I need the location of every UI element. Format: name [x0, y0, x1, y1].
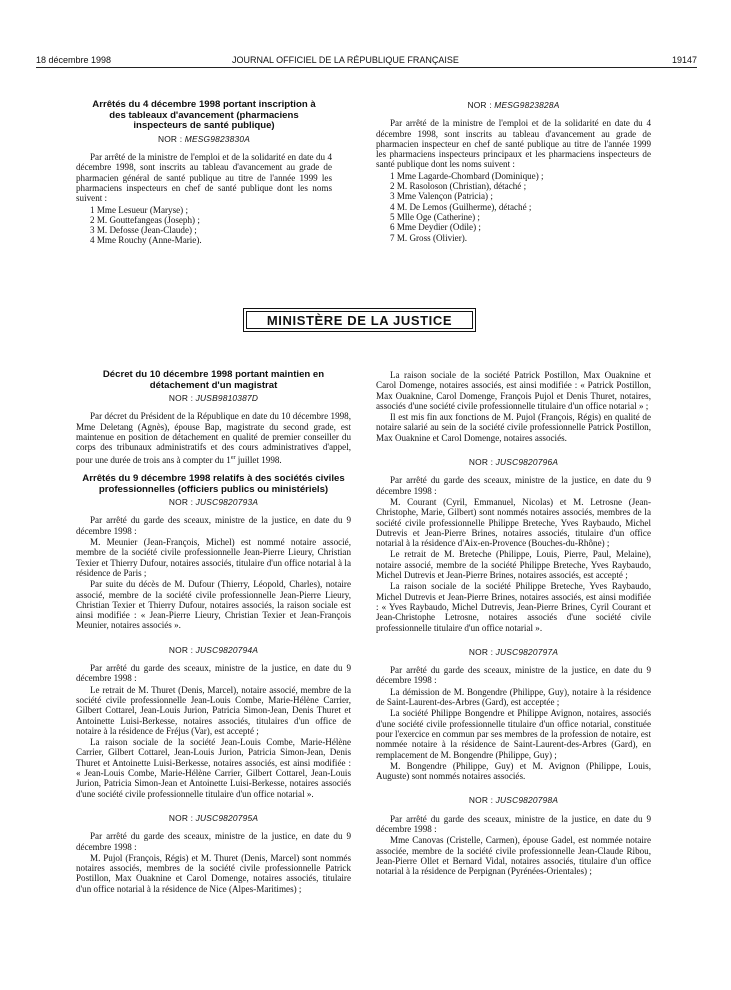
nor-reference: NOR : JUSC9820795A	[168, 812, 259, 823]
article-paragraph: La raison sociale de la société Philippe Breteche, Yves Raybaudo, Michel Dutrevis et Jean-Pierre Brines, notaires associés, est ainsi modifiée : « Yves Raybaudo, Michel Dutrevis, Jean-Pierre Brines, Cyril Courant et Jean-Christophe Letrosne, notaires associés d'une société civile professionnelle titulaire d'un office notarial ».	[376, 581, 651, 633]
decree-paragraph: Par décret du Président de la République en date du 10 décembre 1998, Mme Deletang (Agnès), épouse Bap, magistrate du second grade, est maintenue en position de détachement en qualité de premier conseiller du corps des tribunaux administratifs et des cours administratives d'appel, pour une durée de trois ans à compter du 1er juillet 1998.	[76, 411, 351, 465]
article-paragraph: Par arrêté de la ministre de l'emploi et de la solidarité en date du 4 décembre 1998, sont inscrits au tableau d'avancement au grade de pharmacien inspecteur en chef de santé publique au titre de l'année 1999 les pharmaciens inspecteurs principaux et les pharmaciens inspecteurs de santé publique dont les noms suivent :	[376, 118, 651, 170]
article-paragraph: La démission de M. Bongendre (Philippe, Guy), notaire à la résidence de Saint-Laurent-des-Arbres (Gard), est acceptée ;	[376, 686, 651, 708]
nor-reference: NOR : JUSC9820796A	[468, 457, 559, 468]
journal-title: JOURNAL OFFICIEL DE LA RÉPUBLIQUE FRANÇAISE	[232, 55, 459, 65]
article-paragraph: Par suite du décès de M. Dufour (Thierry, Léopold, Charles), notaire associé, membre de la société civile professionnelle Jean-Pierre Lieury, Christian Texier et Thierry Dufour, notaires associés, la raison sociale est ainsi modifiée : « Jean-Pierre Lieury, Christian Texier et Jean-François Meunier, notaires associés ».	[76, 579, 351, 631]
nor-reference: NOR : JUSC9820794A	[168, 644, 259, 655]
left-column	[76, 370, 351, 894]
list-item: 4 Mme Rouchy (Anne-Marie).	[90, 235, 202, 246]
article-paragraph: M. Bongendre (Philippe, Guy) et M. Avignon (Philippe, Louis, Auguste) sont nommés notaires associés.	[376, 760, 651, 782]
list-item: 2 M. Gouttefangeas (Joseph) ;	[90, 214, 200, 225]
top-left-article	[76, 100, 332, 246]
list-item: 6 Mme Deydier (Odile) ;	[390, 222, 481, 233]
nor-reference: NOR : JUSC9820793A	[168, 497, 259, 508]
list-item: 2 M. Rasoloson (Christian), détaché ;	[390, 181, 527, 192]
nor-reference: NOR : JUSC9820797A	[468, 646, 559, 657]
article-paragraph: Par arrêté du garde des sceaux, ministre de la justice, en date du 9 décembre 1998 :	[76, 663, 351, 684]
list-item: 3 Mme Valençon (Patricia) ;	[390, 191, 493, 202]
inscription-list	[76, 205, 332, 246]
nor-reference: NOR : MESG9823828A	[467, 100, 560, 110]
ministry-title: MINISTÈRE DE LA JUSTICE	[246, 311, 473, 329]
list-item: 1 Mme Lagarde-Chombard (Dominique) ;	[390, 170, 544, 181]
list-item: 7 M. Gross (Olivier).	[390, 232, 468, 243]
article-paragraph: Le retrait de M. Thuret (Denis, Marcel), notaire associé, membre de la société civile professionnelle Jean-Louis Combe, Marie-Hélène Carrier, Gilbert Cottarel, Jean-Louis Jurion, Patricia Simon-Jean, Denis Thuret et Antoinette Luisi-Berkesse, notaires associés, titulaires d'un office de notaire à la résidence de Fréjus (Var), est accepté ;	[76, 684, 351, 736]
article-paragraph: Il est mis fin aux fonctions de M. Pujol (François, Régis) en qualité de notaire salarié au sein de la société civile professionnelle Patrick Postillon, Max Ouaknine et Carol Domenge, notaires associés.	[376, 412, 651, 443]
article-paragraph: Le retrait de M. Breteche (Philippe, Louis, Pierre, Paul, Melaine), notaire associé, membre de la société Philippe Breteche, Yves Raybaudo, Michel Dutrevis et Jean-Pierre Brines, notaires associés, est accepté ;	[376, 549, 651, 581]
arretes-title: Arrêtés du 9 décembre 1998 relatifs à des sociétés civiles professionnelles (officiers publics ou ministériels)	[82, 473, 345, 495]
article-paragraph: Mme Canovas (Cristelle, Carmen), épouse Gadel, est nommée notaire associée, membre de la société civile professionnelle Jean-Claude Ribou, Jean-Pierre Ollet et Bernard Vidal, notaires associés, titulaire d'un office notarial à la résidence de Perpignan (Pyrénées-Orientales) ;	[376, 835, 651, 877]
header-date: 18 décembre 1998	[36, 55, 112, 65]
list-item: 3 M. Defosse (Jean-Claude) ;	[90, 225, 197, 236]
inscription-list	[376, 171, 651, 243]
top-right-article	[376, 100, 651, 243]
article-paragraph: M. Courant (Cyril, Emmanuel, Nicolas) et M. Letrosne (Jean-Christophe, Marie, Gilbert) sont nommés notaires associés, membres de la société civile professionnelle Philippe Breteche, Yves Raybaudo, Michel Dutrevis et Jean-Pierre Brines, notaires associés, titulaire d'un office notarial à la résidence d'Aix-en-Provence (Bouches-du-Rhône) ;	[376, 496, 651, 549]
article-paragraph: La raison sociale de la société Jean-Louis Combe, Marie-Hélène Carrier, Gilbert Cottarel, Jean-Louis Jurion, Patricia Simon-Jean, Denis Thuret et Antoinette Luisi-Berkesse, notaires associés, est ainsi modifiée : « Jean-Louis Combe, Marie-Hélène Carrier, Gilbert Cottarel, Jean-Louis Jurion, Patricia Simon-Jean et Antoinette Luisi-Berkesse, notaires associés d'une société civile professionnelle titulaire d'un office notarial ».	[76, 737, 351, 799]
nor-reference: NOR : MESG9823830A	[157, 133, 251, 144]
article-title: Arrêtés du 4 décembre 1998 portant inscription à des tableaux d'avancement (pharmaciens inspecteurs de santé publique)	[92, 99, 316, 132]
article-paragraph: Par arrêté du garde des sceaux, ministre de la justice, en date du 9 décembre 1998 :	[376, 665, 651, 686]
article-paragraph: Par arrêté du garde des sceaux, ministre de la justice, en date du 9 décembre 1998 :	[76, 515, 351, 536]
header-rule	[36, 67, 697, 68]
article-paragraph: Par arrêté de la ministre de l'emploi et de la solidarité en date du 4 décembre 1998, sont inscrits au tableau d'avancement au grade de pharmacien général de santé publique au titre de l'année 1999 les pharmaciens inspecteurs en chef de santé publique dont les noms suivent :	[76, 152, 332, 204]
ministry-banner	[243, 308, 476, 332]
article-paragraph: Par arrêté du garde des sceaux, ministre de la justice, en date du 9 décembre 1998 :	[376, 475, 651, 496]
page-number: 19147	[671, 55, 697, 65]
list-item: 5 Mlle Oge (Catherine) ;	[390, 211, 480, 222]
article-paragraph: Par arrêté du garde des sceaux, ministre de la justice, en date du 9 décembre 1998 :	[76, 831, 351, 852]
article-paragraph: M. Meunier (Jean-François, Michel) est nommé notaire associé, membre de la société civile professionnelle Jean-Pierre Lieury, Christian Texier et Thierry Dufour, notaires associés, titulaire d'un office notarial à la résidence de Paris ;	[76, 537, 351, 578]
article-paragraph: La raison sociale de la société Patrick Postillon, Max Ouaknine et Carol Domenge, notaires associés, est ainsi modifiée : « Patrick Postillon, Max Ouaknine, Carol Domenge, François Pujol et Denis Thuret, notaires, associés d'une société civile professionnelle titulaire d'un office notarial » ;	[376, 370, 651, 411]
right-column	[376, 370, 651, 876]
nor-reference: NOR : JUSB9810387D	[168, 393, 259, 404]
article-paragraph: M. Pujol (François, Régis) et M. Thuret (Denis, Marcel) sont nommés notaires associés, membres de la société civile professionnelle Patrick Postillon, Max Ouaknine et Carol Domenge, notaires associés, titulaire d'un office notarial à la résidence de Nice (Alpes-Maritimes) ;	[76, 852, 351, 894]
list-item: 1 Mme Lesueur (Maryse) ;	[90, 204, 188, 215]
list-item: 4 M. De Lemos (Guilherme), détaché ;	[390, 201, 532, 212]
article-paragraph: La société Philippe Bongendre et Philippe Avignon, notaires, associés d'une société civile professionnelle titulaire d'un office notarial, constituée pour l'exercice en commun par ses membres de la profession de notaire, est nommée notaire à la résidence de Saint-Laurent-des-Arbres (Gard), en remplacement de M. Bongendre (Philippe, Guy) ;	[376, 708, 651, 760]
article-paragraph: Par arrêté du garde des sceaux, ministre de la justice, en date du 9 décembre 1998 :	[376, 813, 651, 834]
nor-reference: NOR : JUSC9820798A	[468, 795, 559, 806]
decree-title: Décret du 10 décembre 1998 portant maintien en détachement d'un magistrat	[102, 369, 325, 391]
